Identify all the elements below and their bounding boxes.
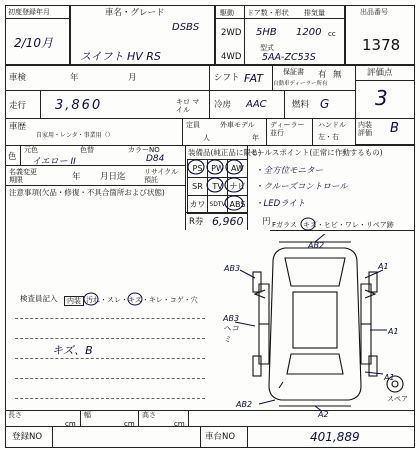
warranty-have: 有 bbox=[318, 70, 327, 80]
selling-point-2: ・クルーズコントロール bbox=[255, 182, 348, 192]
equip-aw: AW bbox=[228, 160, 248, 178]
original-value: イエロー II bbox=[32, 157, 76, 167]
selling-point-1: ・全方位モニター bbox=[255, 166, 324, 176]
color-label: 色 bbox=[8, 152, 17, 162]
colorno-value: D84 bbox=[146, 154, 165, 164]
warranty-label: 保証書 bbox=[283, 68, 304, 76]
handle-label: ハンドル bbox=[318, 121, 346, 129]
car-name-code: DSBS bbox=[172, 22, 200, 33]
selling-point-3: ・LEDライト bbox=[255, 199, 306, 209]
car-diagram bbox=[215, 234, 415, 410]
drive-label: 駆動 bbox=[220, 9, 234, 17]
inspection-month: 月 bbox=[128, 73, 137, 83]
name-change-label: 名義変更 期限 bbox=[9, 168, 37, 184]
score-value: 3 bbox=[375, 86, 388, 110]
drive-4wd: 4WD bbox=[221, 52, 242, 62]
equip-abs: ABS bbox=[228, 196, 248, 214]
equip-ps: PS bbox=[188, 160, 208, 178]
displacement-value: 1200 bbox=[296, 27, 322, 38]
glass-label: Fガラス bbox=[272, 221, 297, 229]
car-name-value: スイフト HV RS bbox=[80, 50, 161, 63]
interior-label: 内装 評価 bbox=[358, 121, 372, 137]
model-value: 5AA-ZC53S bbox=[262, 52, 316, 63]
inspector-interior: 内装 bbox=[64, 296, 84, 306]
chassis-label: 車台NO bbox=[205, 432, 236, 442]
glass-options: キズ・ヒビ・ワレ・リペア跡 bbox=[303, 221, 394, 229]
inspector-options: 汚れ・スレ・キズ・キレ・コゲ・穴 bbox=[86, 296, 198, 304]
model-label: 型式 bbox=[260, 44, 274, 52]
name-change-year: 年 bbox=[72, 172, 81, 182]
doors-value: 5HB bbox=[256, 27, 277, 38]
equip-navi: ナビ bbox=[228, 178, 248, 196]
lot-value: 1378 bbox=[362, 36, 401, 54]
dealer-label: ディーラー 並行 bbox=[270, 121, 305, 137]
height-unit: cm bbox=[174, 420, 185, 428]
equip-pw: PW bbox=[208, 160, 228, 178]
equip-sr: SR bbox=[188, 178, 208, 196]
mark-front: AB2 bbox=[308, 241, 325, 250]
equip-sdtv: SDTV bbox=[208, 196, 228, 214]
capacity-unit: 人 bbox=[203, 134, 210, 142]
name-change-date: 月日迄 bbox=[100, 172, 126, 182]
equip-tv: TV bbox=[208, 178, 228, 196]
mark-front-left: AB3 bbox=[224, 264, 241, 273]
mark-rear: A2 bbox=[318, 410, 329, 419]
length-unit: cm bbox=[65, 420, 76, 428]
inspection-year: 年 bbox=[70, 73, 79, 83]
inspector-marks bbox=[84, 292, 154, 306]
history-label: 車歴 bbox=[9, 122, 27, 132]
external-label: 外車モデル bbox=[220, 121, 255, 129]
equip-leather: カワ bbox=[188, 196, 208, 214]
first-reg-label: 初度登録年月 bbox=[8, 8, 50, 16]
mileage-label: 走行 bbox=[9, 101, 27, 111]
mark-rear-left: AB2 bbox=[236, 400, 253, 409]
ac-label: 冷房 bbox=[214, 100, 232, 110]
mark-rear-right: A1 bbox=[384, 373, 395, 382]
recycle-amount-value: 6,960 bbox=[212, 215, 244, 228]
recycle-label: リサイクル 預託 bbox=[144, 168, 179, 184]
capacity-label: 定員 bbox=[186, 121, 200, 129]
color-sub-label: 色替 bbox=[80, 146, 94, 154]
notes-label: 注意事項(欠品・修復・不具合箇所および状態) bbox=[9, 188, 165, 197]
recycle-unit: 円 bbox=[262, 217, 271, 227]
selling-points-title: セールスポイント(正常に作動するもの) bbox=[250, 148, 383, 157]
warranty-sub: 自動車ディーラー所有 bbox=[273, 81, 328, 87]
mileage-unit: キロ マイル bbox=[176, 98, 200, 114]
doors-label: ドア数・形状 bbox=[247, 9, 289, 17]
fuel-label: 燃料 bbox=[292, 100, 310, 110]
colorno-label: カラーNO bbox=[128, 146, 160, 154]
length-label: 長さ bbox=[8, 411, 22, 419]
handle-value: 左・右 bbox=[318, 133, 339, 141]
width-unit: cm bbox=[124, 420, 135, 428]
reg-no-label: 登録NO bbox=[12, 432, 43, 442]
car-name-label: 車名・グレード bbox=[105, 8, 165, 18]
score-label: 評価点 bbox=[367, 68, 393, 78]
history-sub: 自家用・レンタ・事業用（） bbox=[36, 132, 114, 139]
spare-label: スペア bbox=[387, 395, 408, 403]
original-label: 元色 bbox=[24, 146, 38, 154]
first-reg-value: 2/10月 bbox=[14, 36, 53, 50]
shift-value: FAT bbox=[244, 72, 264, 85]
drive-2wd: 2WD bbox=[221, 28, 242, 38]
mileage-value: 3,860 bbox=[55, 98, 103, 113]
equipment-title: 装備品(純正品に限る) bbox=[188, 148, 262, 157]
external-unit: 年 bbox=[252, 134, 259, 142]
width-label: 幅 bbox=[84, 411, 91, 419]
chassis-value: 401,889 bbox=[310, 430, 360, 444]
inspection-label: 車検 bbox=[9, 73, 27, 83]
mark-left-door: AB3 ヘコミ bbox=[223, 314, 240, 344]
height-label: 高さ bbox=[142, 411, 156, 419]
mark-front-right: A1 bbox=[378, 262, 389, 271]
interior-value: B bbox=[390, 121, 399, 136]
ac-value: AAC bbox=[246, 99, 267, 110]
lot-label: 出品番号 bbox=[360, 8, 388, 16]
inspector-title: 検査員記入 bbox=[20, 294, 58, 303]
glass-mark bbox=[300, 217, 316, 231]
shift-label: シフト bbox=[214, 73, 240, 83]
displacement-label: 排気量 bbox=[304, 9, 325, 17]
displacement-unit: cc bbox=[328, 30, 336, 38]
fuel-value: G bbox=[320, 97, 330, 111]
mark-right-door: A1 bbox=[388, 327, 399, 336]
equipment-marks bbox=[185, 158, 250, 213]
recycle-amount-label: R券 bbox=[189, 217, 204, 227]
inspector-note: キズ、B bbox=[52, 344, 93, 357]
warranty-none: 無 bbox=[333, 70, 342, 80]
